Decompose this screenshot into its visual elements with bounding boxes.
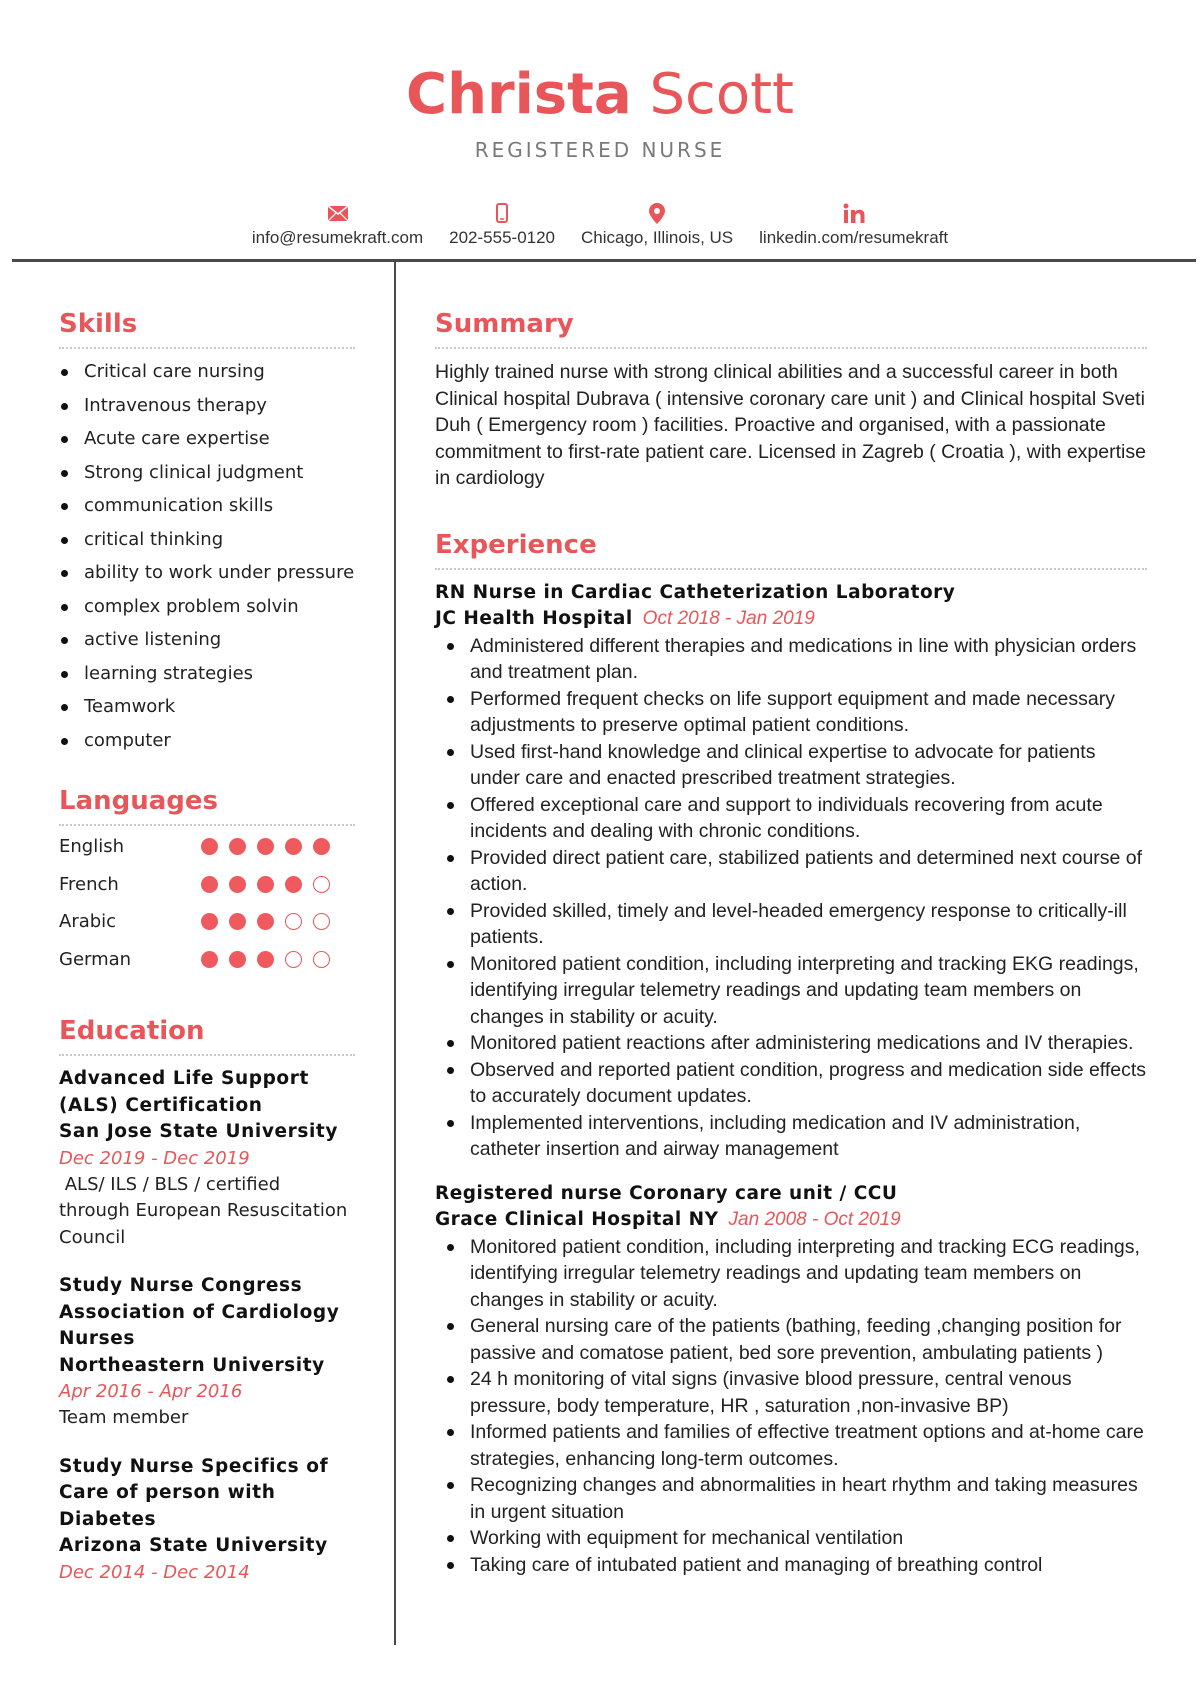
language-name: English: [59, 836, 124, 858]
rating-dot-filled-icon: [257, 913, 274, 930]
job-bullet: Implemented interventions, including medication and IV administration, catheter insertion and airway management: [435, 1110, 1147, 1163]
education-description: Team member: [59, 1407, 189, 1428]
rating-dot-filled-icon: [229, 951, 246, 968]
language-row: [59, 828, 355, 866]
rating-dot-empty-icon: [313, 913, 330, 930]
education-program: Advanced Life Support (ALS) Certification: [59, 1068, 309, 1116]
education-date: Dec 2019 - Dec 2019: [59, 1147, 250, 1169]
rating-dot-filled-icon: [229, 913, 246, 930]
skill-item: Strong clinical judgment: [59, 460, 355, 487]
language-name: German: [59, 948, 132, 970]
job-bullet: Provided direct patient care, stabilized patients and determined next course of action.: [435, 845, 1147, 898]
experience-heading: Experience: [435, 529, 597, 560]
job-bullets: [435, 1234, 1147, 1579]
job-bullet: Working with equipment for mechanical ventilation: [435, 1525, 1147, 1552]
section-divider: [59, 347, 355, 349]
summary-heading: Summary: [435, 309, 574, 339]
job-employer: Grace Clinical Hospital NY: [435, 1209, 719, 1230]
education-section: [59, 1012, 355, 1586]
job-bullet: 24 h monitoring of vital signs (invasive blood pressure, central venous pressure, body temperature, HR , saturation ,non-invasive BP): [435, 1366, 1147, 1419]
education-heading: Education: [59, 1016, 205, 1046]
skills-list: [59, 359, 355, 754]
job-bullet: Used first-hand knowledge and clinical expertise to advocate for patients under care and enacted prescribed treatment strategies.: [435, 739, 1147, 792]
candidate-name: [0, 62, 1200, 128]
contact-phone-text: 202-555-0120: [449, 228, 556, 247]
rating-dot-filled-icon: [229, 838, 246, 855]
rating-dot-filled-icon: [257, 876, 274, 893]
location-pin-icon: [649, 200, 665, 226]
right-column: [435, 305, 1147, 1596]
job-bullet: Administered different therapies and medications in line with physician orders and treatment plan.: [435, 633, 1147, 686]
section-divider: [59, 1054, 355, 1056]
linkedin-icon: [843, 200, 865, 226]
education-date: Dec 2014 - Dec 2014: [59, 1561, 250, 1583]
job-employer: JC Health Hospital: [435, 608, 633, 629]
language-rating: [201, 838, 330, 855]
education-item: [59, 1273, 355, 1432]
mail-icon: [328, 200, 348, 226]
job-bullet: Performed frequent checks on life support equipment and made necessary adjustments to preserve optimal patient conditions.: [435, 686, 1147, 739]
summary-text: Highly trained nurse with strong clinical abilities and a successful career in both Clinical hospital Dubrava ( intensive coronary care unit ) and Clinical hospital Sveti Duh ( Emergency room ) facilities. Proactive and organised, with a passionate commitment to first-rate patient care. Licensed in Zagreb ( Croatia ), with expertise in cardiology: [435, 361, 1146, 489]
language-row: [59, 903, 355, 941]
rating-dot-empty-icon: [313, 876, 330, 893]
rating-dot-filled-icon: [201, 838, 218, 855]
job-bullet: Informed patients and families of effective treatment options and at-home care strategies, enhancing long-term outcomes.: [435, 1419, 1147, 1472]
rating-dot-filled-icon: [229, 876, 246, 893]
job-bullets: [435, 633, 1147, 1163]
skill-item: Critical care nursing: [59, 359, 355, 386]
experience-section: [435, 526, 1147, 1579]
language-rating: [201, 951, 330, 968]
education-school: Northeastern University: [59, 1354, 325, 1376]
job-date: Oct 2018 - Jan 2019: [642, 608, 815, 629]
contact-location[interactable]: [581, 200, 733, 248]
rating-dot-filled-icon: [313, 838, 330, 855]
rating-dot-empty-icon: [285, 913, 302, 930]
job-employer-line: [435, 1207, 1147, 1234]
contact-linkedin[interactable]: [759, 200, 948, 248]
rating-dot-filled-icon: [285, 876, 302, 893]
education-school: Arizona State University: [59, 1535, 328, 1556]
section-divider: [435, 347, 1147, 349]
header-divider: [12, 259, 1196, 262]
skill-item: communication skills: [59, 493, 355, 520]
education-item: [59, 1066, 355, 1251]
job-entry: [435, 580, 1147, 1163]
language-row: [59, 866, 355, 904]
last-name: Scott: [649, 62, 794, 127]
skill-item: complex problem solvin: [59, 594, 355, 621]
skills-section: [59, 305, 355, 754]
skill-item: active listening: [59, 627, 355, 654]
summary-section: [435, 305, 1147, 492]
education-item: [59, 1454, 355, 1586]
column-divider: [394, 262, 396, 1645]
contact-location-text: Chicago, Illinois, US: [581, 228, 734, 247]
skill-item: Intravenous therapy: [59, 393, 355, 420]
language-name: Arabic: [59, 911, 117, 933]
skill-item: Acute care expertise: [59, 426, 355, 453]
rating-dot-filled-icon: [257, 951, 274, 968]
education-description: ALS/ ILS / BLS / certified through European Resuscitation Council: [59, 1173, 354, 1248]
job-bullet: Observed and reported patient condition, progress and medication side effects to accurately document updates.: [435, 1057, 1147, 1110]
languages-list: [59, 828, 355, 978]
languages-heading: Languages: [59, 786, 219, 816]
job-bullet: Monitored patient condition, including interpreting and tracking ECG readings, identifying irregular telemetry readings and updating team members on changes in stability or acuity.: [435, 1234, 1147, 1314]
left-column: [59, 305, 355, 1608]
job-role: RN Nurse in Cardiac Catheterization Laboratory: [435, 581, 956, 603]
skill-item: learning strategies: [59, 661, 355, 688]
language-rating: [201, 876, 330, 893]
rating-dot-empty-icon: [313, 951, 330, 968]
job-entry: [435, 1181, 1147, 1579]
job-bullet: Provided skilled, timely and level-headed emergency response to critically-ill patients.: [435, 898, 1147, 951]
language-rating: [201, 913, 330, 930]
job-title: REGISTERED NURSE: [474, 138, 726, 162]
skill-item: Teamwork: [59, 694, 355, 721]
job-bullet: Monitored patient reactions after administering medications and IV therapies.: [435, 1030, 1147, 1057]
rating-dot-filled-icon: [285, 838, 302, 855]
rating-dot-filled-icon: [257, 838, 274, 855]
contact-linkedin-text: linkedin.com/resumekraft: [759, 228, 949, 247]
skill-item: ability to work under pressure: [59, 560, 355, 587]
languages-section: [59, 782, 355, 978]
contact-phone[interactable]: [449, 200, 555, 248]
job-bullet: General nursing care of the patients (bathing, feeding ,changing position for passive and comatose patient, bed sore prevention, ambulating patients ): [435, 1313, 1147, 1366]
education-date: Apr 2016 - Apr 2016: [59, 1381, 243, 1402]
job-bullet: Recognizing changes and abnormalities in heart rhythm and taking measures in urgent situation: [435, 1472, 1147, 1525]
skill-item: computer: [59, 728, 355, 755]
language-row: [59, 941, 355, 979]
rating-dot-filled-icon: [201, 913, 218, 930]
education-program: Study Nurse Specifics of Care of person with Diabetes: [59, 1455, 329, 1530]
job-bullet: Offered exceptional care and support to individuals recovering from acute incidents and dealing with chronic conditions.: [435, 792, 1147, 845]
skill-item: critical thinking: [59, 527, 355, 554]
rating-dot-filled-icon: [201, 876, 218, 893]
first-name: Christa: [406, 62, 632, 127]
contact-email-text: info@resumekraft.com: [251, 228, 424, 247]
contact-bar: [0, 200, 1200, 248]
job-bullet: Taking care of intubated patient and managing of breathing control: [435, 1552, 1147, 1579]
section-divider: [59, 824, 355, 826]
phone-icon: [496, 200, 508, 226]
education-program: Study Nurse Congress Association of Cardiology Nurses: [59, 1275, 340, 1349]
education-school: San Jose State University: [59, 1121, 339, 1142]
job-bullet: Monitored patient condition, including interpreting and tracking EKG readings, identifying irregular telemetry readings and updating team members on changes in stability or acuity.: [435, 951, 1147, 1031]
job-employer-line: [435, 606, 1147, 633]
section-divider: [435, 568, 1147, 570]
skills-heading: Skills: [59, 309, 138, 339]
contact-email[interactable]: [252, 200, 423, 248]
job-date: Jan 2008 - Oct 2019: [728, 1209, 901, 1230]
rating-dot-empty-icon: [285, 951, 302, 968]
language-name: French: [59, 873, 119, 895]
job-role: Registered nurse Coronary care unit / CCU: [435, 1182, 898, 1204]
rating-dot-filled-icon: [201, 951, 218, 968]
